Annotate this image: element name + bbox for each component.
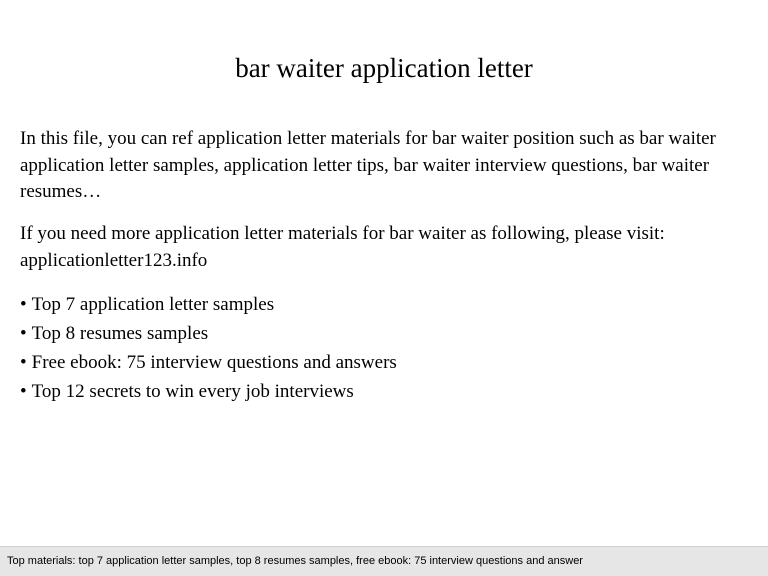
list-item-text: Top 12 secrets to win every job interviews: [31, 381, 354, 402]
list-item-text: Free ebook: 75 interview questions and answers: [31, 352, 397, 373]
visit-paragraph: [20, 221, 755, 274]
footer-bar: Top materials: top 7 application letter samples, top 8 resumes samples, free ebook: 75 interview questions and answer: [0, 546, 768, 576]
list-item-text: Top 8 resumes samples: [31, 323, 209, 344]
page-title: bar waiter application letter: [235, 53, 533, 83]
visit-text: If you need more application letter materials for bar waiter as following, please visit:: [20, 223, 665, 244]
intro-paragraph: In this file, you can ref application letter materials for bar waiter position such as bar waiter application letter samples, application letter tips, bar waiter interview questions, bar waiter resumes…: [20, 128, 716, 202]
bullet-icon: •: [20, 352, 27, 373]
list-item: [20, 348, 755, 377]
list-item-text: Top 7 application letter samples: [31, 294, 275, 315]
materials-list: [20, 290, 755, 406]
site-link[interactable]: applicationletter123.info: [20, 249, 208, 271]
list-item: [20, 377, 755, 406]
bullet-icon: •: [20, 381, 27, 402]
list-item: [20, 319, 755, 348]
list-item: [20, 290, 755, 319]
bullet-icon: •: [20, 323, 27, 344]
bullet-icon: •: [20, 294, 27, 315]
